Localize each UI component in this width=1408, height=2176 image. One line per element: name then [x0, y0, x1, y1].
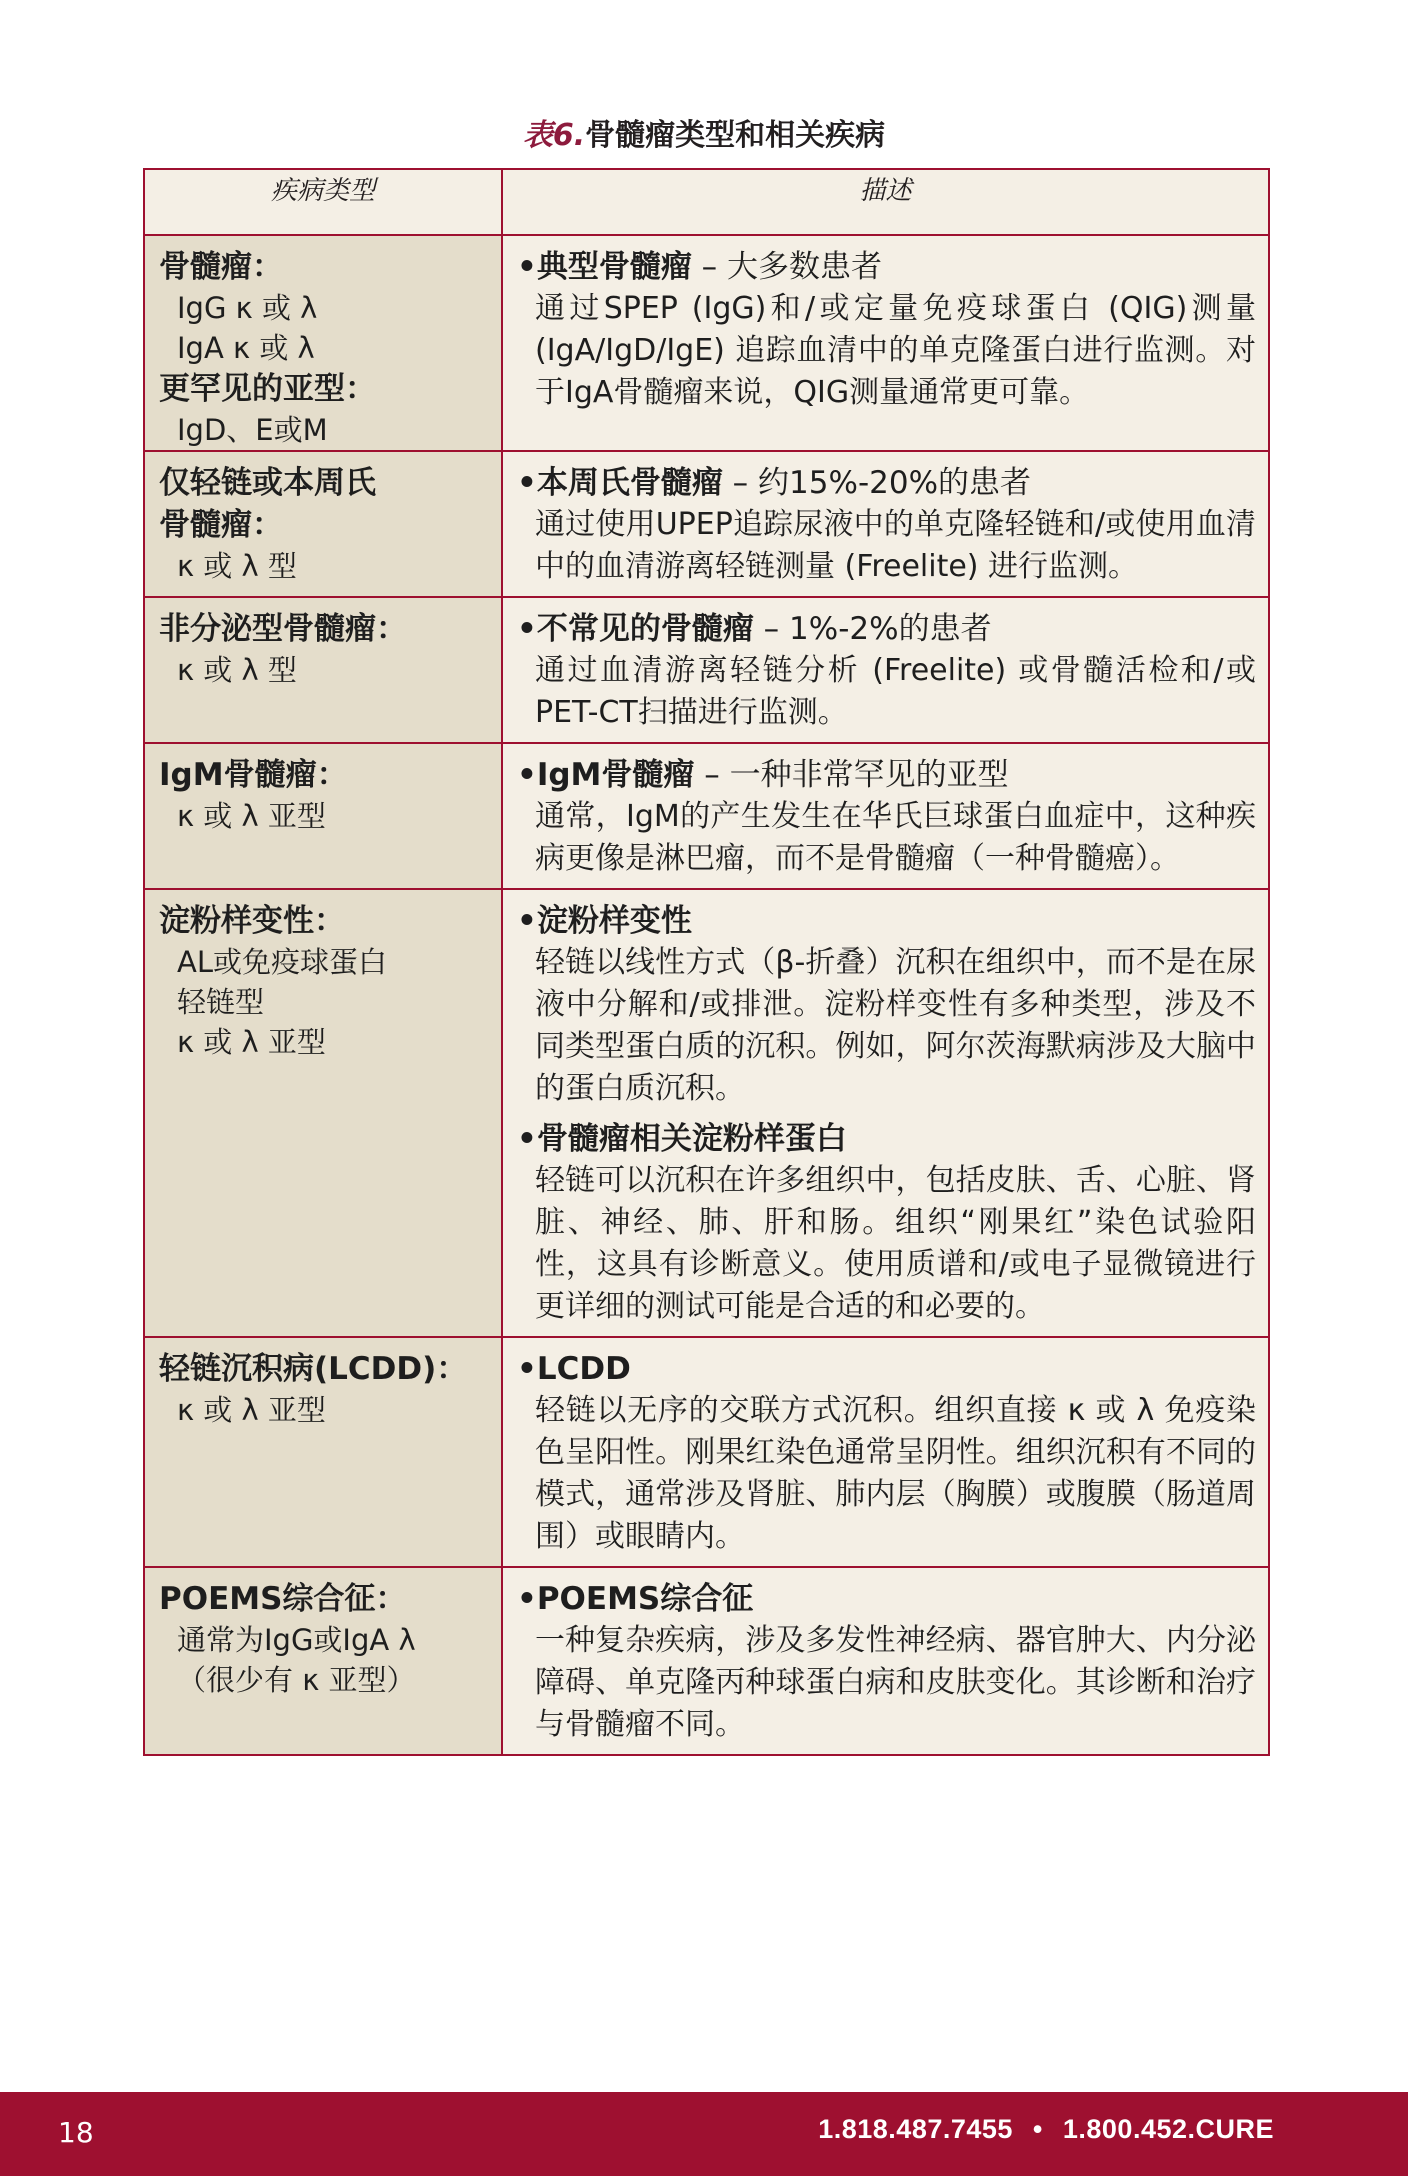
description-heading: [517, 754, 1256, 796]
disease-subtype: 通常为IgG或IgA λ: [177, 1623, 416, 1657]
disease-subtype: κ 或 λ 型: [177, 653, 297, 687]
disease-type-name: IgM骨髓瘤：: [159, 757, 348, 793]
description-body: 通过使用UPEP追踪尿液中的单克隆轻链和/或使用血清中的血清游离轻链测量 (Freelite) 进行监测。: [535, 507, 1256, 584]
description-title: 淀粉样变性: [536, 903, 692, 939]
bullet-icon: •: [517, 1121, 537, 1157]
description-cell: [502, 597, 1269, 743]
table-caption: [0, 110, 1408, 154]
disease-subtype: （很少有 κ 亚型）: [177, 1663, 416, 1697]
header-description: 描述: [502, 169, 1269, 235]
table-row: [144, 451, 1269, 597]
phone-1: 1.818.487.7455: [818, 2114, 1013, 2144]
bullet-icon: •: [517, 249, 537, 285]
disease-type-name: 骨髓瘤：: [159, 249, 283, 285]
description-title: 骨髓瘤相关淀粉样蛋白: [536, 1121, 847, 1157]
disease-type-cell: [144, 889, 502, 1337]
page-number: 18: [58, 2116, 94, 2149]
description-title: 本周氏骨髓瘤: [536, 465, 723, 501]
description-body: 轻链可以沉积在许多组织中，包括皮肤、舌、心脏、肾脏、神经、肺、肝和肠。组织“刚果红”染色试验阳性，这具有诊断意义。使用质谱和/或电子显微镜进行更详细的测试可能是合适的和必要的。: [535, 1163, 1256, 1324]
description-body: 通过SPEP (IgG)和/或定量免疫球蛋白 (QIG)测量 (IgA/IgD/IgE) 追踪血清中的单克隆蛋白进行监测。对于IgA骨髓瘤来说，QIG测量通常更可靠。: [535, 291, 1256, 410]
table-row: [144, 743, 1269, 889]
disease-type-name: POEMS综合征：: [159, 1581, 407, 1617]
table-row: [144, 889, 1269, 1337]
disease-type-name: 轻链沉积病(LCDD)：: [159, 1351, 468, 1387]
description-body: 轻链以线性方式（β-折叠）沉积在组织中，而不是在尿液中分解和/或排泄。淀粉样变性有多种类型，涉及不同类型蛋白质的沉积。例如，阿尔茨海默病涉及大脑中的蛋白质沉积。: [535, 945, 1256, 1106]
disease-type-name: 非分泌型骨髓瘤：: [159, 611, 407, 647]
disease-type-name: 仅轻链或本周氏: [159, 465, 376, 501]
description-body: 轻链以无序的交联方式沉积。组织直接 κ 或 λ 免疫染色呈阳性。刚果红染色通常呈阴性。组织沉积有不同的模式，通常涉及肾脏、肺内层（胸膜）或腹膜（肠道周围）或眼睛内。: [535, 1393, 1256, 1554]
description-heading: [517, 1578, 1256, 1620]
disease-type-cell: [144, 1567, 502, 1755]
table-row: [144, 1337, 1269, 1567]
description-cell: [502, 1567, 1269, 1755]
bullet-icon: •: [517, 465, 537, 501]
phone-numbers: [818, 2114, 1274, 2145]
table-row: [144, 235, 1269, 451]
table-label: 表6.: [522, 118, 586, 153]
disease-type-cell: [144, 597, 502, 743]
description-suffix: – 大多数患者: [691, 249, 883, 285]
disease-type-cell: [144, 451, 502, 597]
disease-subtype: IgA κ 或 λ: [177, 331, 315, 365]
description-body: 一种复杂疾病，涉及多发性神经病、器官肿大、内分泌障碍、单克隆丙种球蛋白病和皮肤变化。其诊断和治疗与骨髓瘤不同。: [535, 1623, 1256, 1742]
description-title: POEMS综合征: [536, 1581, 754, 1617]
description-heading: [517, 1348, 1256, 1390]
disease-subtype: κ 或 λ 亚型: [177, 799, 326, 833]
description-title: 典型骨髓瘤: [536, 249, 692, 285]
description-suffix: – 1%-2%的患者: [753, 611, 992, 647]
myeloma-types-table: [143, 168, 1270, 1756]
bullet-icon: •: [517, 611, 537, 647]
table-title: 骨髓瘤类型和相关疾病: [585, 118, 886, 153]
description-heading: [517, 900, 1256, 942]
disease-type-name: 骨髓瘤：: [159, 507, 283, 543]
header-disease-type: 疾病类型: [144, 169, 502, 235]
separator-dot: •: [1032, 2114, 1043, 2144]
description-cell: [502, 451, 1269, 597]
disease-subtype: AL或免疫球蛋白: [177, 945, 387, 979]
table-body: [144, 235, 1269, 1755]
bullet-icon: •: [517, 1351, 537, 1387]
disease-type-cell: [144, 1337, 502, 1567]
bullet-icon: •: [517, 1581, 537, 1617]
disease-type-name: 淀粉样变性：: [159, 903, 345, 939]
description-heading: [517, 608, 1256, 650]
description-cell: [502, 743, 1269, 889]
disease-subtype: IgD、E或M: [177, 413, 328, 447]
description-title: LCDD: [536, 1351, 631, 1387]
table-row: [144, 597, 1269, 743]
description-body: 通常，IgM的产生发生在华氏巨球蛋白血症中，这种疾病更像是淋巴瘤，而不是骨髓瘤（一种骨髓癌）。: [535, 799, 1256, 876]
disease-type-name: 更罕见的亚型：: [159, 371, 376, 407]
description-suffix: – 约15%-20%的患者: [722, 465, 1032, 501]
disease-type-cell: [144, 743, 502, 889]
description-body: 通过血清游离轻链分析 (Freelite) 或骨髓活检和/或PET-CT扫描进行监测。: [535, 653, 1256, 730]
description-suffix: – 一种非常罕见的亚型: [694, 757, 1009, 793]
bullet-icon: •: [517, 757, 537, 793]
description-title: 不常见的骨髓瘤: [536, 611, 754, 647]
description-heading: [517, 462, 1256, 504]
page-footer: [0, 2092, 1408, 2176]
phone-2: 1.800.452.CURE: [1062, 2114, 1274, 2144]
disease-subtype: IgG κ 或 λ: [177, 291, 318, 325]
description-cell: [502, 889, 1269, 1337]
disease-subtype: 轻链型: [177, 985, 265, 1019]
disease-subtype: κ 或 λ 型: [177, 549, 297, 583]
description-cell: [502, 1337, 1269, 1567]
table-header-row: [144, 169, 1269, 235]
description-title: IgM骨髓瘤: [536, 757, 695, 793]
disease-subtype: κ 或 λ 亚型: [177, 1393, 326, 1427]
description-cell: [502, 235, 1269, 451]
bullet-icon: •: [517, 903, 537, 939]
disease-subtype: κ 或 λ 亚型: [177, 1025, 326, 1059]
disease-type-cell: [144, 235, 502, 451]
description-heading: [517, 1118, 1256, 1160]
description-heading: [517, 246, 1256, 288]
table-row: [144, 1567, 1269, 1755]
